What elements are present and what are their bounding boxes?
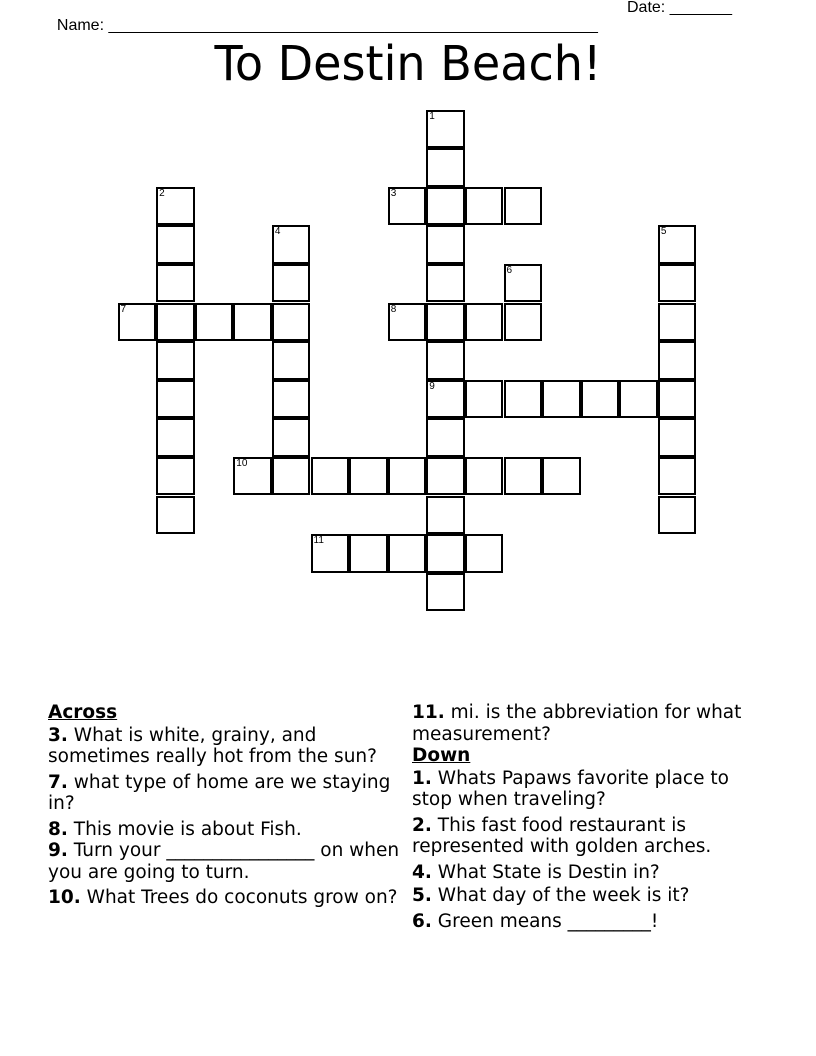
clue-text: Green means _________! — [431, 910, 659, 932]
crossword-cell[interactable] — [465, 187, 504, 226]
crossword-cell[interactable] — [388, 534, 427, 573]
clue-number: 6. — [412, 910, 432, 932]
crossword-cell[interactable] — [349, 457, 388, 496]
crossword-cell[interactable] — [504, 457, 543, 496]
crossword-cell[interactable] — [465, 534, 504, 573]
cell-number: 2 — [159, 187, 165, 199]
crossword-cell[interactable] — [233, 457, 272, 496]
crossword-cell[interactable] — [388, 457, 427, 496]
crossword-cell[interactable] — [504, 380, 543, 419]
cell-number: 7 — [120, 303, 127, 315]
crossword-cell[interactable] — [426, 496, 465, 535]
crossword-cell[interactable] — [504, 303, 543, 342]
crossword-cell[interactable] — [349, 534, 388, 573]
clue-text: What is white, grainy, and sometimes really hot from the sun? — [48, 724, 377, 767]
clue-text: What day of the week is it? — [431, 885, 690, 906]
cell-number: 6 — [506, 264, 513, 276]
clue-down-2 — [412, 815, 772, 858]
crossword-cell[interactable] — [426, 380, 465, 419]
crossword-cell[interactable] — [426, 457, 465, 496]
clue-across-9 — [48, 840, 408, 883]
clue-number: 3. — [48, 724, 68, 746]
clue-across-3 — [48, 725, 408, 768]
crossword-cell[interactable] — [156, 380, 195, 419]
clue-number: 7. — [48, 771, 68, 793]
crossword-cell[interactable] — [156, 457, 195, 496]
crossword-cell[interactable] — [272, 457, 311, 496]
crossword-cell[interactable] — [272, 380, 311, 419]
crossword-cell[interactable] — [156, 418, 195, 457]
crossword-cell[interactable] — [426, 418, 465, 457]
page-title: To Destin Beach! — [214, 36, 602, 92]
crossword-cell[interactable] — [272, 418, 311, 457]
crossword-cell[interactable] — [426, 534, 465, 573]
clue-across-10 — [48, 887, 408, 909]
clue-number: 11. — [412, 702, 445, 723]
crossword-cell[interactable] — [426, 573, 465, 612]
clue-text: mi. is the abbreviation for what measurement? — [412, 702, 742, 745]
clue-number: 2. — [412, 814, 432, 836]
cell-number: 5 — [660, 226, 667, 238]
crossword-cell[interactable] — [658, 225, 697, 264]
crossword-cell[interactable] — [118, 303, 157, 342]
crossword-cell[interactable] — [426, 187, 465, 226]
clue-down-1 — [412, 768, 772, 811]
crossword-cell[interactable] — [426, 264, 465, 303]
cell-number: 9 — [429, 380, 435, 392]
crossword-cell[interactable] — [504, 264, 543, 303]
crossword-cell[interactable] — [581, 380, 620, 419]
clue-text: Whats Papaws favorite place to stop when traveling? — [412, 767, 729, 810]
crossword-cell[interactable] — [233, 303, 272, 342]
crossword-cell[interactable] — [272, 225, 311, 264]
crossword-cell[interactable] — [426, 110, 465, 149]
crossword-cell[interactable] — [426, 341, 465, 380]
crossword-cell[interactable] — [156, 303, 195, 342]
clue-text: What State is Destin in? — [431, 861, 660, 883]
crossword-cell[interactable] — [156, 187, 195, 226]
cell-number: 11 — [313, 535, 324, 547]
crossword-cell[interactable] — [465, 380, 504, 419]
cell-number: 4 — [274, 226, 281, 238]
clue-text: What Trees do coconuts grow on? — [80, 887, 398, 908]
crossword-cell[interactable] — [426, 225, 465, 264]
clue-text: Turn your ________________ on when you are going to turn. — [48, 840, 400, 883]
crossword-cell[interactable] — [658, 303, 697, 342]
clues-column-left — [48, 702, 408, 913]
crossword-cell[interactable] — [658, 341, 697, 380]
clue-number: 4. — [412, 861, 432, 883]
clue-text: what type of home are we staying in? — [48, 771, 391, 814]
crossword-cell[interactable] — [388, 303, 427, 342]
clue-down-6 — [412, 911, 772, 933]
down-heading: Down — [412, 745, 471, 766]
clue-across-11 — [412, 702, 772, 745]
crossword-cell[interactable] — [272, 264, 311, 303]
crossword-cell[interactable] — [619, 380, 658, 419]
clue-text: This fast food restaurant is represented with golden arches. — [412, 814, 712, 857]
crossword-cell[interactable] — [542, 380, 581, 419]
crossword-cell[interactable] — [195, 303, 234, 342]
clue-down-4 — [412, 862, 772, 884]
name-field-label[interactable]: Name: _______________________________________________________ — [56, 17, 598, 34]
crossword-cell[interactable] — [658, 380, 697, 419]
crossword-cell[interactable] — [426, 303, 465, 342]
crossword-cell[interactable] — [542, 457, 581, 496]
crossword-cell[interactable] — [658, 418, 697, 457]
clues-column-right — [412, 702, 772, 936]
crossword-cell[interactable] — [465, 303, 504, 342]
crossword-cell[interactable] — [658, 496, 697, 535]
crossword-cell[interactable] — [311, 534, 350, 573]
clue-number: 9. — [48, 840, 68, 861]
clue-down-5 — [412, 885, 772, 907]
crossword-cell[interactable] — [156, 341, 195, 380]
cell-number: 1 — [429, 110, 435, 122]
clue-number: 5. — [412, 885, 432, 906]
crossword-cell[interactable] — [156, 496, 195, 535]
cell-number: 8 — [390, 303, 397, 315]
crossword-cell[interactable] — [426, 148, 465, 187]
cell-number: 10 — [236, 457, 248, 469]
clue-number: 1. — [412, 767, 432, 789]
across-heading: Across — [48, 702, 118, 723]
cell-number: 3 — [390, 187, 397, 199]
crossword-cell[interactable] — [156, 264, 195, 303]
clue-number: 10. — [48, 887, 81, 908]
crossword-cell[interactable] — [311, 457, 350, 496]
clue-text: This movie is about Fish. — [67, 818, 302, 840]
crossword-cell[interactable] — [272, 303, 311, 342]
date-field-label[interactable]: Date: _______ — [627, 0, 732, 16]
clue-across-8 — [48, 819, 408, 841]
crossword-cell[interactable] — [465, 457, 504, 496]
crossword-cell[interactable] — [272, 341, 311, 380]
crossword-cell[interactable] — [156, 225, 195, 264]
crossword-cell[interactable] — [658, 264, 697, 303]
crossword-cell[interactable] — [388, 187, 427, 226]
crossword-cell[interactable] — [504, 187, 543, 226]
crossword-cell[interactable] — [658, 457, 697, 496]
clue-across-7 — [48, 772, 408, 815]
clue-number: 8. — [48, 818, 68, 840]
